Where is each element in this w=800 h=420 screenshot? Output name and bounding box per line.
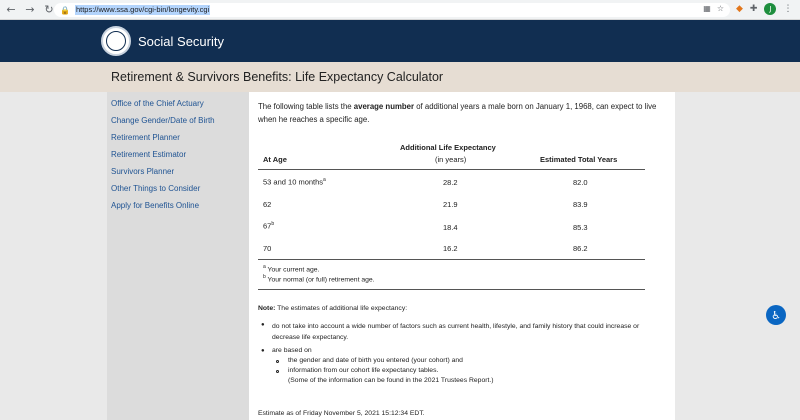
- site-brand[interactable]: Social Security: [138, 33, 224, 49]
- site-header: [0, 20, 800, 62]
- sub-bullet-circle: [276, 370, 279, 373]
- estimate-timestamp: Estimate as of Friday November 5, 2021 15:12:34 EDT.: [258, 410, 425, 417]
- table-body-rule: [258, 259, 645, 260]
- col3-header: Estimated Total Years: [540, 155, 618, 164]
- ssa-seal-logo[interactable]: [101, 26, 131, 56]
- sidebar: [107, 92, 249, 420]
- back-arrow-icon[interactable]: ←: [6, 3, 16, 16]
- col2-subheader: (in years): [435, 155, 467, 164]
- accessibility-icon[interactable]: ♿: [766, 305, 786, 325]
- qr-code-icon[interactable]: ▦: [703, 4, 711, 13]
- browser-toolbar: [0, 0, 800, 20]
- reload-icon[interactable]: ↻: [44, 3, 54, 16]
- intro-text: The following table lists the average number of additional years a male born on January 1, 1968, can expect to live when he reaches a specific age.: [258, 102, 657, 124]
- note-sub-3: (Some of the information can be found in the 2021 Trustees Report.): [288, 377, 494, 384]
- note-sub-2: information from our cohort life expectancy tables.: [288, 367, 439, 374]
- sidebar-item-survivors-planner[interactable]: Survivors Planner: [111, 167, 175, 176]
- col1-header: At Age: [263, 155, 287, 164]
- browser-menu-icon[interactable]: ⋮: [783, 4, 793, 14]
- sidebar-item-apply-online[interactable]: Apply for Benefits Online: [111, 201, 200, 210]
- col2-header: Additional Life Expectancy: [400, 143, 496, 152]
- url-text[interactable]: https://www.ssa.gov/cgi-bin/longevity.cgi: [75, 5, 210, 14]
- sidebar-item-change-gender[interactable]: Change Gender/Date of Birth: [111, 116, 215, 125]
- address-bar[interactable]: [54, 3, 730, 17]
- sidebar-item-retirement-estimator[interactable]: Retirement Estimator: [111, 150, 187, 159]
- metamask-fox-icon[interactable]: ◆: [736, 4, 743, 14]
- footnote-a: $^a$ Your current age.: [263, 264, 320, 274]
- note-heading: Note: The estimates of additional life expectancy:: [258, 305, 408, 312]
- footnote-rule: [258, 289, 645, 290]
- footnote-b: $^b$ Your normal (or full) retirement age.: [263, 274, 375, 284]
- sub-bullet-circle: [276, 360, 279, 363]
- main-content: The following table lists the average number of additional years a male born on January 1, 1968, can expect to live when he reaches a specific age. Additional Life Expectancy (in years) At Age Estimated Total Years 53 and 10 months$^a$ 28.2 82.0 62 21.9 83.9 67$^b$ 18.4 85.3 70 16.2 86.2 $^a$ Your current age. $^b$ Your normal (or full) retirement age. Note: The estimates of additional life expectancy: ● do not take into account a wide number of factors such as current health, lifestyle, and family history that could increase or decrease life expectancy. ● are based on the gender and date of birth you entered (your cohort) and information from our cohort life expectancy tables. (Some of the information can be found in the 2021 Trustees Report.) Estimate as of Friday November 5, 2021 15:12:34 EDT.: [249, 92, 675, 420]
- page-title: Retirement & Survivors Benefits: Life Expectancy Calculator: [111, 70, 444, 84]
- bookmark-star-icon[interactable]: ☆: [716, 4, 724, 13]
- title-band: [0, 62, 800, 92]
- note-bullet-1: do not take into account a wide number of factors such as current health, lifestyle, and family history that could increase or decrease life expectancy.: [272, 323, 640, 341]
- note-sub-1: the gender and date of birth you entered (your cohort) and: [288, 357, 463, 364]
- sidebar-item-retirement-planner[interactable]: Retirement Planner: [111, 133, 180, 142]
- lock-icon: 🔒: [60, 5, 70, 15]
- extensions-puzzle-icon[interactable]: ✚: [749, 4, 758, 14]
- forward-arrow-icon[interactable]: →: [25, 3, 35, 16]
- sidebar-item-chief-actuary[interactable]: Office of the Chief Actuary: [111, 99, 204, 108]
- note-bullet-2: are based on: [272, 347, 312, 354]
- bullet-dot: ●: [261, 348, 265, 354]
- profile-avatar[interactable]: J: [764, 3, 776, 15]
- sidebar-item-other-things[interactable]: Other Things to Consider: [111, 184, 201, 193]
- bullet-dot: ●: [261, 322, 265, 328]
- table-header-rule: [258, 169, 645, 170]
